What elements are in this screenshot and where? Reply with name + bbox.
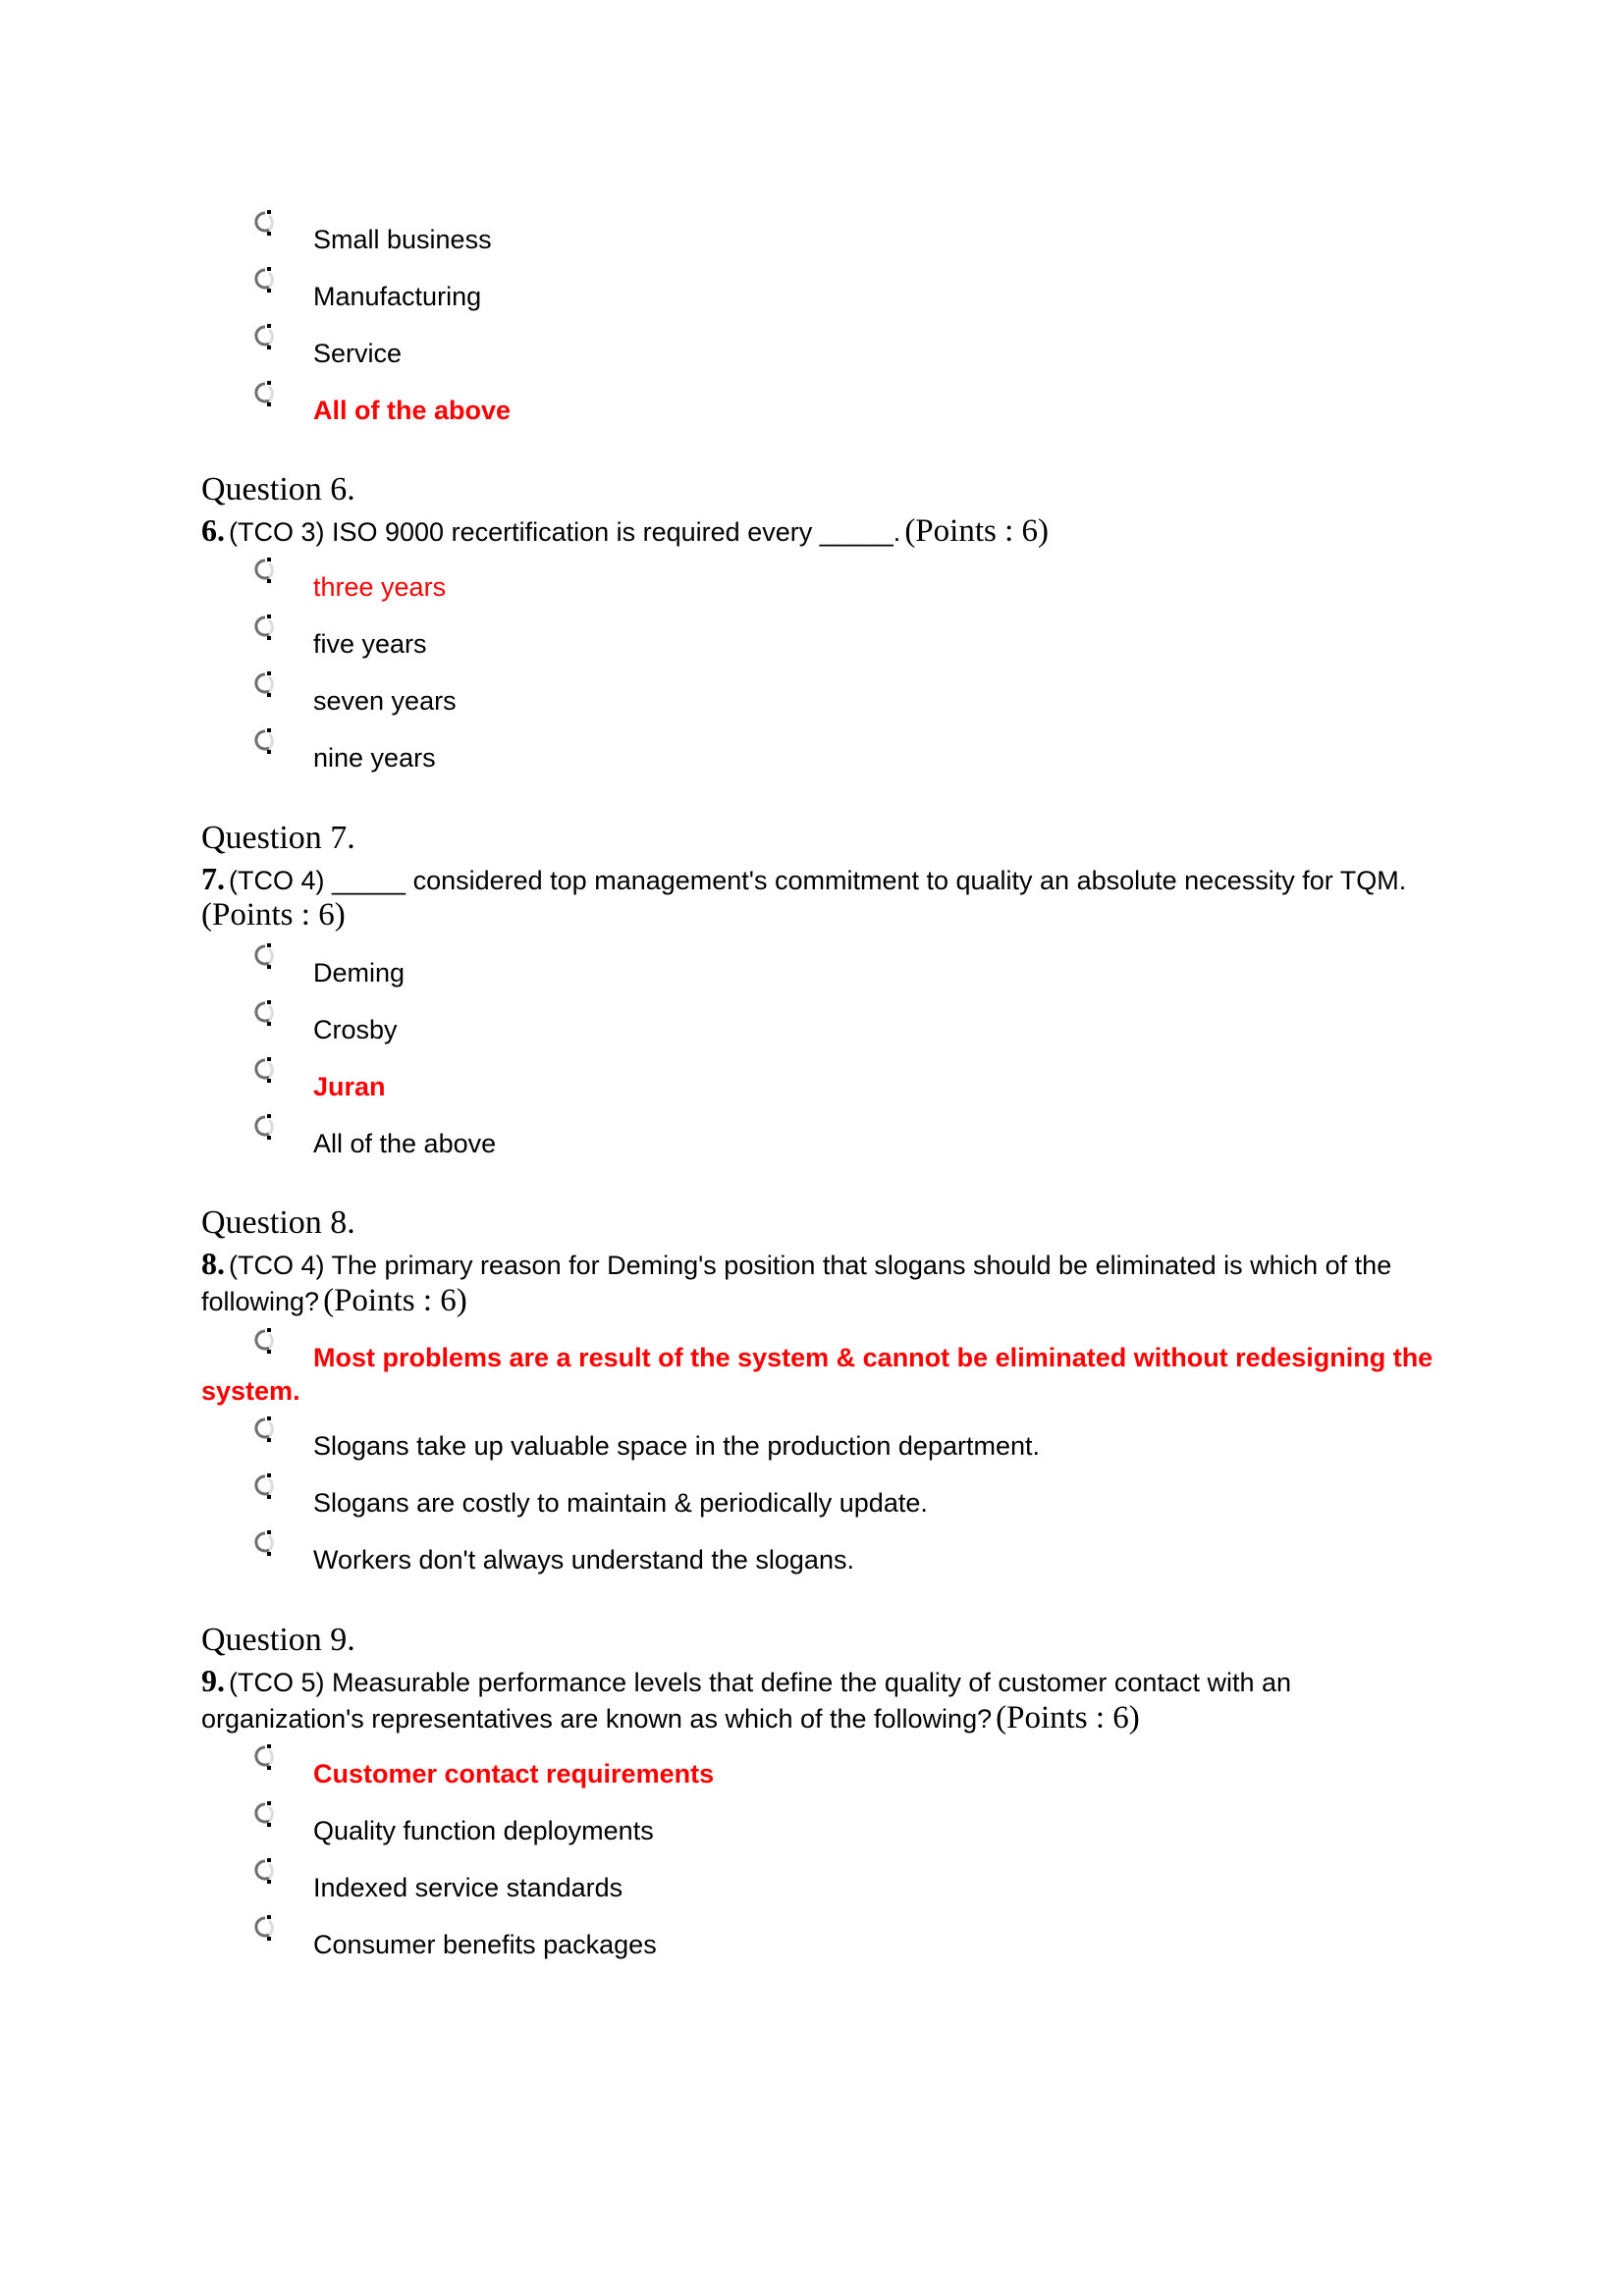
radio-button[interactable]	[251, 210, 275, 238]
question-points: (Points : 6)	[323, 1283, 467, 1318]
radio-button[interactable]	[251, 558, 275, 585]
option-label[interactable]: five years	[313, 629, 427, 659]
radio-button[interactable]	[251, 267, 275, 294]
radio-button[interactable]	[251, 1915, 275, 1943]
radio-button[interactable]	[251, 1473, 275, 1501]
radio-icon	[251, 728, 275, 756]
radio-icon	[251, 558, 275, 585]
question-text-line2	[201, 1700, 1140, 1736]
question-points: (Points : 6)	[996, 1700, 1140, 1735]
question-text-line2	[201, 1283, 467, 1319]
option-label-correct[interactable]: three years	[313, 572, 447, 602]
radio-icon	[251, 1915, 275, 1943]
radio-button[interactable]	[251, 1744, 275, 1772]
option-label-correct[interactable]: Juran	[313, 1072, 386, 1101]
option-label[interactable]: seven years	[313, 686, 457, 716]
question-number: 7.	[201, 861, 225, 896]
question-number: 6.	[201, 512, 225, 548]
radio-icon	[251, 210, 275, 238]
radio-button[interactable]	[251, 1801, 275, 1829]
question-points: (Points : 6)	[201, 897, 346, 933]
question-heading: Question 9.	[201, 1622, 355, 1658]
radio-icon	[251, 1328, 275, 1356]
question-prompt-line2: following?	[201, 1287, 320, 1316]
radio-icon	[251, 1744, 275, 1772]
radio-button[interactable]	[251, 614, 275, 642]
question-text	[201, 861, 1406, 897]
radio-icon	[251, 267, 275, 294]
radio-button[interactable]	[251, 1530, 275, 1558]
radio-icon	[251, 1114, 275, 1142]
radio-button[interactable]	[251, 671, 275, 699]
question-text	[201, 1663, 1291, 1699]
question-prompt-line1: (TCO 4) The primary reason for Deming's position that slogans should be eliminated is which of the	[229, 1251, 1392, 1280]
question-prompt-line1: (TCO 5) Measurable performance levels that define the quality of customer contact with an	[229, 1668, 1292, 1697]
radio-icon	[251, 381, 275, 408]
radio-button[interactable]	[251, 1114, 275, 1142]
option-label[interactable]: Quality function deployments	[313, 1816, 654, 1845]
question-text	[201, 512, 1049, 550]
radio-button[interactable]	[251, 324, 275, 351]
option-label-correct[interactable]: Most problems are a result of the system & cannot be eliminated without redesigning the	[313, 1343, 1434, 1372]
radio-icon	[251, 1473, 275, 1501]
radio-icon	[251, 324, 275, 351]
question-prompt: (TCO 4) _____ considered top management's commitment to quality an absolute necessity for TQM.	[229, 866, 1407, 895]
question-points: (Points : 6)	[904, 513, 1049, 549]
option-label[interactable]: Deming	[313, 958, 406, 988]
radio-icon	[251, 1000, 275, 1028]
option-label[interactable]: Consumer benefits packages	[313, 1930, 657, 1959]
radio-icon	[251, 671, 275, 699]
question-heading: Question 7.	[201, 820, 355, 856]
question-number: 9.	[201, 1663, 225, 1698]
radio-button[interactable]	[251, 381, 275, 408]
option-label[interactable]: Indexed service standards	[313, 1873, 623, 1902]
radio-icon	[251, 943, 275, 971]
option-label-correct-continued[interactable]: system.	[201, 1376, 300, 1406]
question-prompt: (TCO 3) ISO 9000 recertification is required every _____.	[229, 517, 901, 547]
radio-button[interactable]	[251, 1328, 275, 1356]
radio-icon	[251, 1416, 275, 1444]
option-label[interactable]: Small business	[313, 225, 492, 254]
question-prompt-line2: organization's representatives are known as which of the following?	[201, 1704, 993, 1734]
radio-button[interactable]	[251, 1858, 275, 1886]
option-label[interactable]: Crosby	[313, 1015, 398, 1044]
option-label-correct[interactable]: All of the above	[313, 396, 512, 425]
radio-button[interactable]	[251, 1000, 275, 1028]
option-label[interactable]: All of the above	[313, 1129, 497, 1158]
option-label[interactable]: Workers don't always understand the slogans.	[313, 1545, 854, 1575]
question-text	[201, 1246, 1391, 1282]
option-label[interactable]: Manufacturing	[313, 282, 482, 311]
option-label-correct[interactable]: Customer contact requirements	[313, 1759, 715, 1789]
question-heading: Question 6.	[201, 471, 355, 507]
radio-button[interactable]	[251, 943, 275, 971]
radio-button[interactable]	[251, 1416, 275, 1444]
radio-icon	[251, 614, 275, 642]
radio-icon	[251, 1858, 275, 1886]
option-label[interactable]: nine years	[313, 743, 436, 773]
radio-button[interactable]	[251, 728, 275, 756]
radio-icon	[251, 1530, 275, 1558]
radio-button[interactable]	[251, 1057, 275, 1085]
radio-icon	[251, 1057, 275, 1085]
option-label[interactable]: Service	[313, 339, 403, 368]
radio-icon	[251, 1801, 275, 1829]
option-label[interactable]: Slogans are costly to maintain & periodically update.	[313, 1488, 928, 1518]
question-heading: Question 8.	[201, 1204, 355, 1241]
question-number: 8.	[201, 1246, 225, 1281]
option-label[interactable]: Slogans take up valuable space in the production department.	[313, 1431, 1040, 1461]
